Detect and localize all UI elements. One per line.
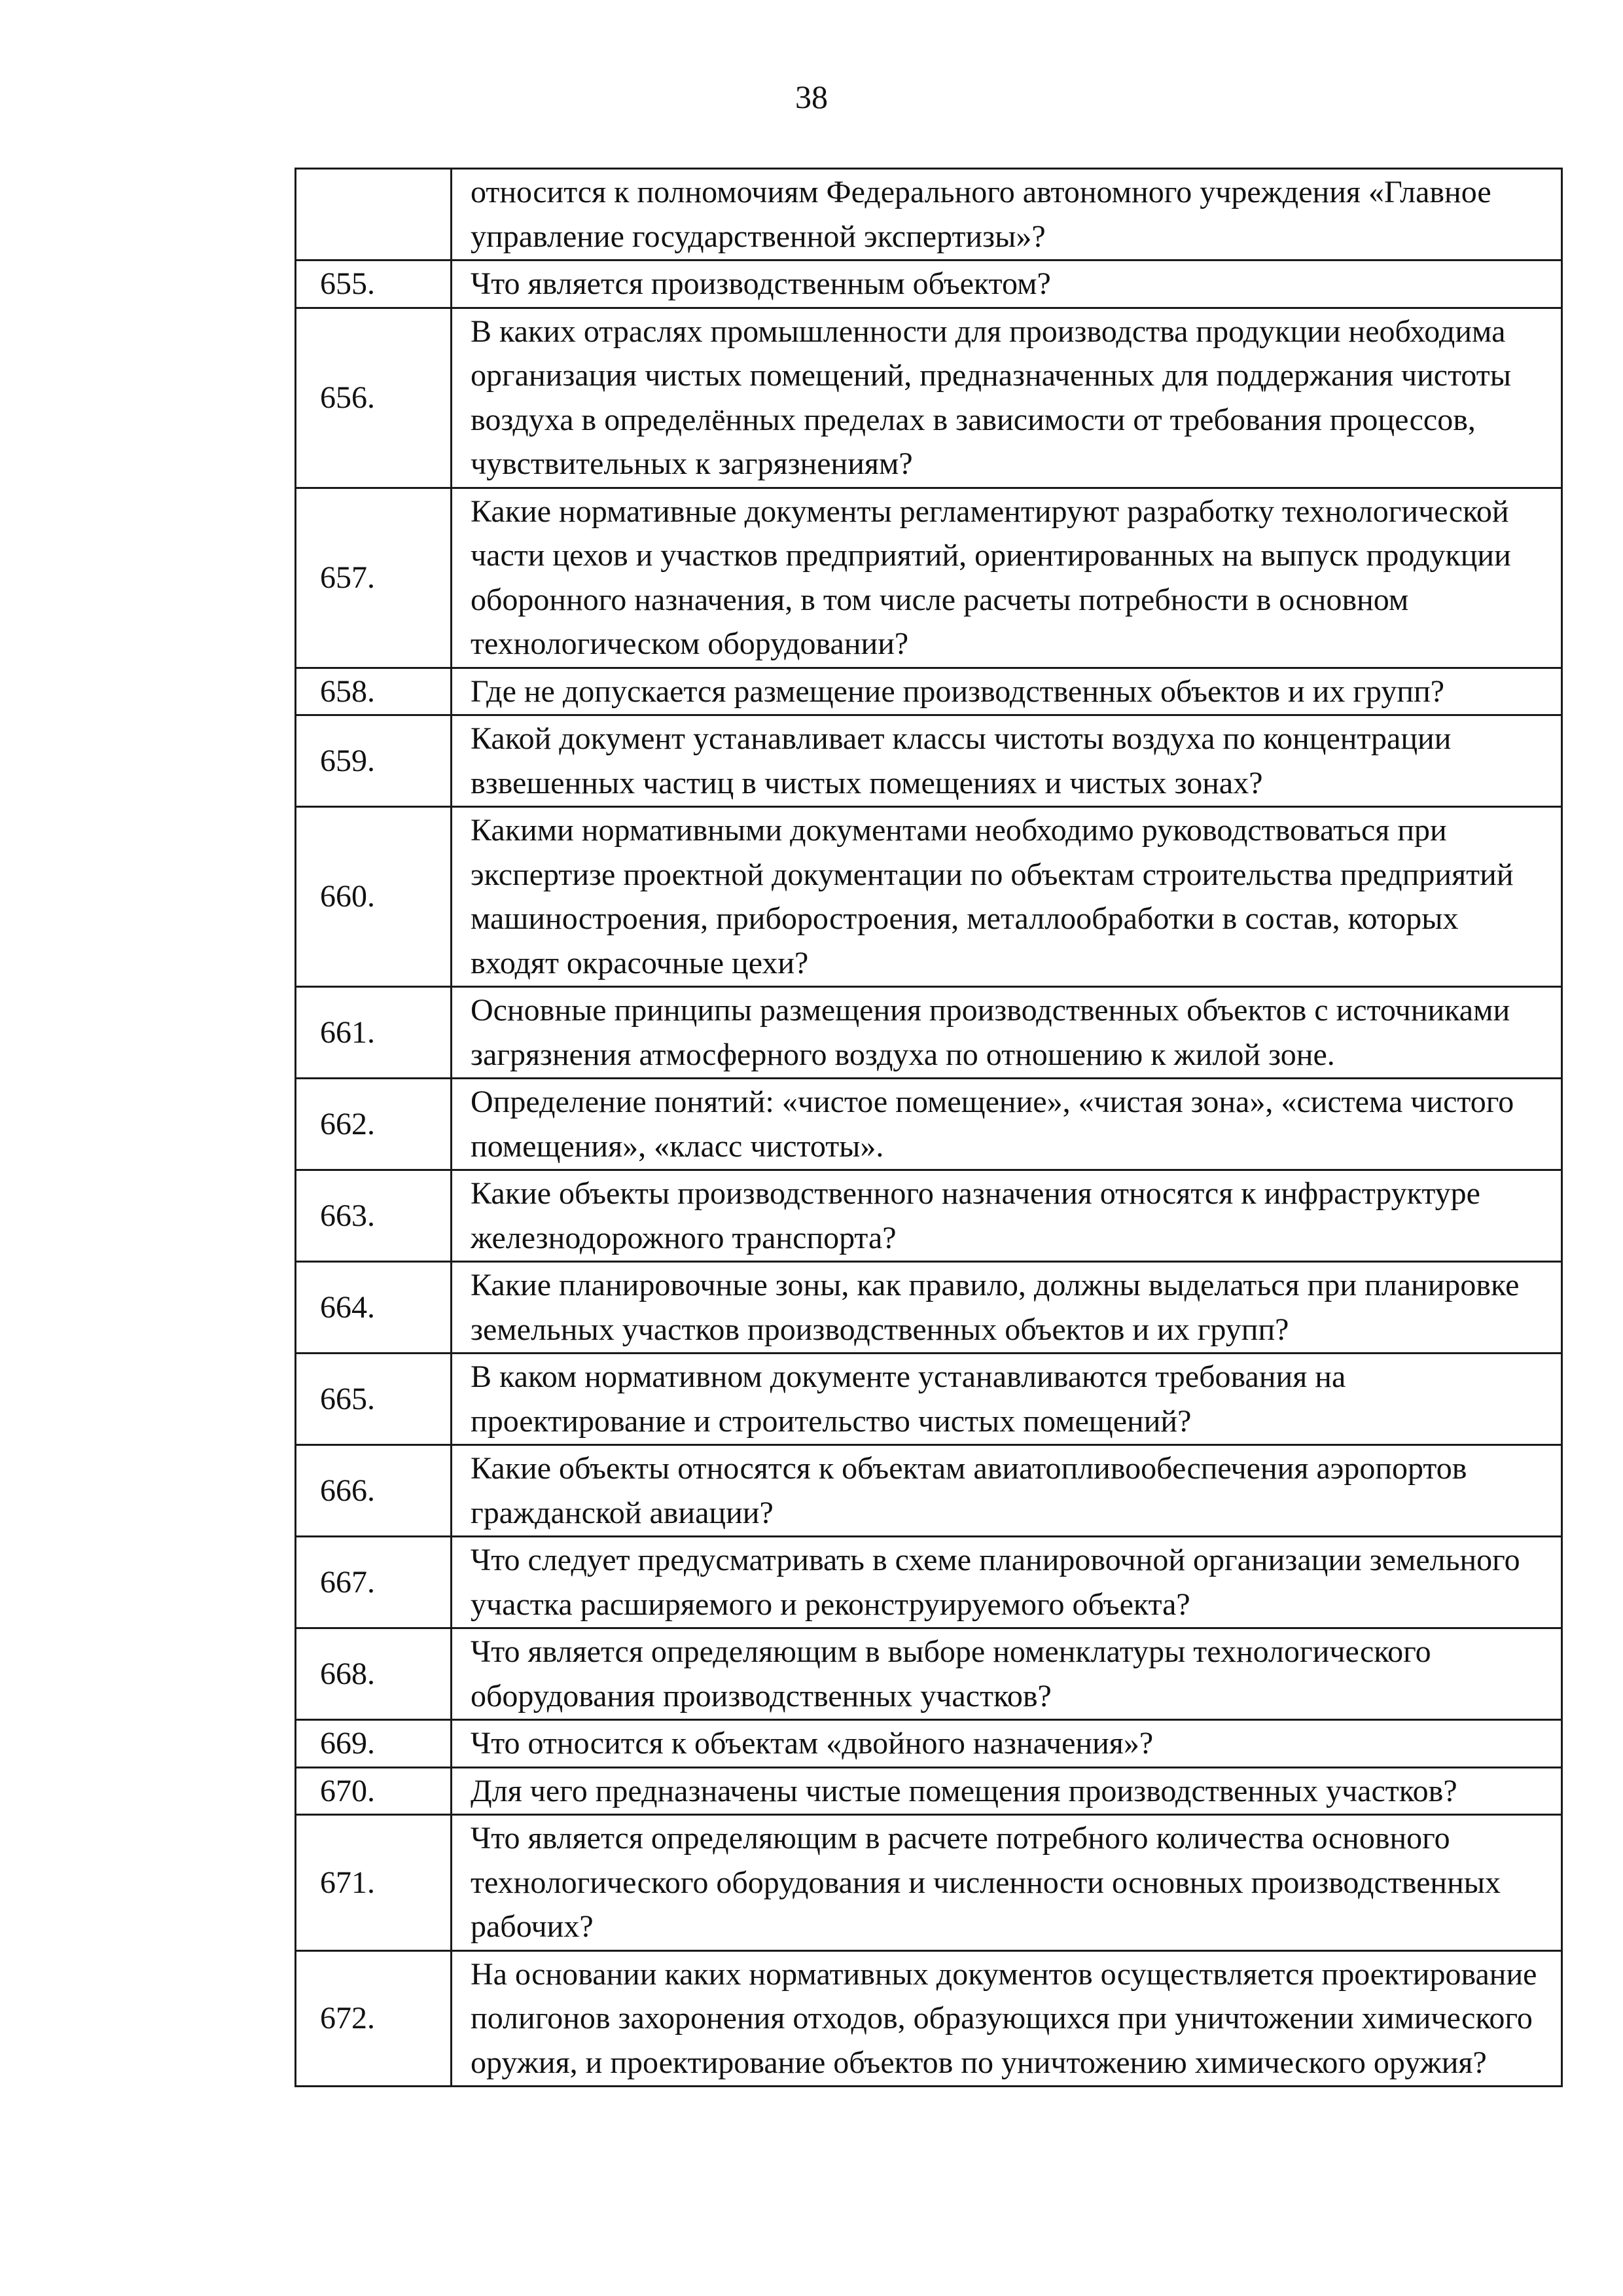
row-number: 662. xyxy=(296,1079,452,1170)
table-row xyxy=(296,1537,1562,1628)
row-number: 668. xyxy=(296,1628,452,1720)
table-row xyxy=(296,488,1562,668)
questions-table xyxy=(294,168,1563,2087)
table-row xyxy=(296,1720,1562,1768)
table-row xyxy=(296,1262,1562,1354)
table-row xyxy=(296,1354,1562,1445)
row-number: 664. xyxy=(296,1262,452,1354)
question-text: Какие планировочные зоны, как правило, должны выделаться при планировке земельных участков производственных объектов и их групп? xyxy=(452,1262,1562,1354)
question-text: Что относится к объектам «двойного назначения»? xyxy=(452,1720,1562,1768)
table-row xyxy=(296,715,1562,807)
row-number: 669. xyxy=(296,1720,452,1768)
question-text: Какие объекты производственного назначения относятся к инфраструктуре железнодорожного транспорта? xyxy=(452,1170,1562,1262)
row-number: 659. xyxy=(296,715,452,807)
question-text: Что следует предусматривать в схеме планировочной организации земельного участка расширяемого и реконструируемого объекта? xyxy=(452,1537,1562,1628)
question-text: относится к полномочиям Федерального автономного учреждения «Главное управление государственной экспертизы»? xyxy=(452,169,1562,260)
row-number: 656. xyxy=(296,308,452,488)
table-row xyxy=(296,1767,1562,1815)
table-row xyxy=(296,1950,1562,2087)
row-number: 658. xyxy=(296,668,452,715)
question-text: Где не допускается размещение производственных объектов и их групп? xyxy=(452,668,1562,715)
question-text: В каком нормативном документе устанавливаются требования на проектирование и строительство чистых помещений? xyxy=(452,1354,1562,1445)
page-number: 38 xyxy=(795,79,828,115)
table-row xyxy=(296,1628,1562,1720)
table-row xyxy=(296,1815,1562,1951)
question-text: Какие объекты относятся к объектам авиатопливообеспечения аэропортов гражданской авиации? xyxy=(452,1445,1562,1537)
question-text: Что является определяющим в выборе номенклатуры технологического оборудования производственных участков? xyxy=(452,1628,1562,1720)
row-number: 667. xyxy=(296,1537,452,1628)
question-text: Какими нормативными документами необходимо руководствоваться при экспертизе проектной документации по объектам строительства предприятий машиностроения, приборостроения, металлообработки в состав, которых входят окрасочные цехи? xyxy=(452,807,1562,987)
row-number: 671. xyxy=(296,1815,452,1951)
table-row xyxy=(296,1079,1562,1170)
row-number: 657. xyxy=(296,488,452,668)
question-text: Определение понятий: «чистое помещение», «чистая зона», «система чистого помещения», «класс чистоты». xyxy=(452,1079,1562,1170)
table-row xyxy=(296,668,1562,715)
row-number: 670. xyxy=(296,1767,452,1815)
question-text: В каких отраслях промышленности для производства продукции необходима организация чистых помещений, предназначенных для поддержания чистоты воздуха в определённых пределах в зависимости от требования процессов, чувствительных к загрязнениям? xyxy=(452,308,1562,488)
question-text: Какие нормативные документы регламентируют разработку технологической части цехов и участков предприятий, ориентированных на выпуск продукции оборонного назначения, в том числе расчеты потребности в основном технологическом оборудовании? xyxy=(452,488,1562,668)
question-text: Для чего предназначены чистые помещения производственных участков? xyxy=(452,1767,1562,1815)
table-row xyxy=(296,260,1562,308)
table-row xyxy=(296,1445,1562,1537)
row-number: 655. xyxy=(296,260,452,308)
table-row xyxy=(296,987,1562,1079)
row-number: 660. xyxy=(296,807,452,987)
table-row xyxy=(296,169,1562,260)
question-text: Какой документ устанавливает классы чистоты воздуха по концентрации взвешенных частиц в чистых помещениях и чистых зонах? xyxy=(452,715,1562,807)
question-text: Что является определяющим в расчете потребного количества основного технологического оборудования и численности основных производственных рабочих? xyxy=(452,1815,1562,1951)
row-number: 661. xyxy=(296,987,452,1079)
row-number xyxy=(296,169,452,260)
table-row xyxy=(296,807,1562,987)
table-row xyxy=(296,308,1562,488)
question-text: Основные принципы размещения производственных объектов с источниками загрязнения атмосферного воздуха по отношению к жилой зоне. xyxy=(452,987,1562,1079)
table-row xyxy=(296,1170,1562,1262)
row-number: 672. xyxy=(296,1950,452,2087)
question-text: На основании каких нормативных документов осуществляется проектирование полигонов захоронения отходов, образующихся при уничтожении химического оружия, и проектирование объектов по уничтожению химического оружия? xyxy=(452,1950,1562,2087)
row-number: 665. xyxy=(296,1354,452,1445)
question-text: Что является производственным объектом? xyxy=(452,260,1562,308)
row-number: 663. xyxy=(296,1170,452,1262)
row-number: 666. xyxy=(296,1445,452,1537)
